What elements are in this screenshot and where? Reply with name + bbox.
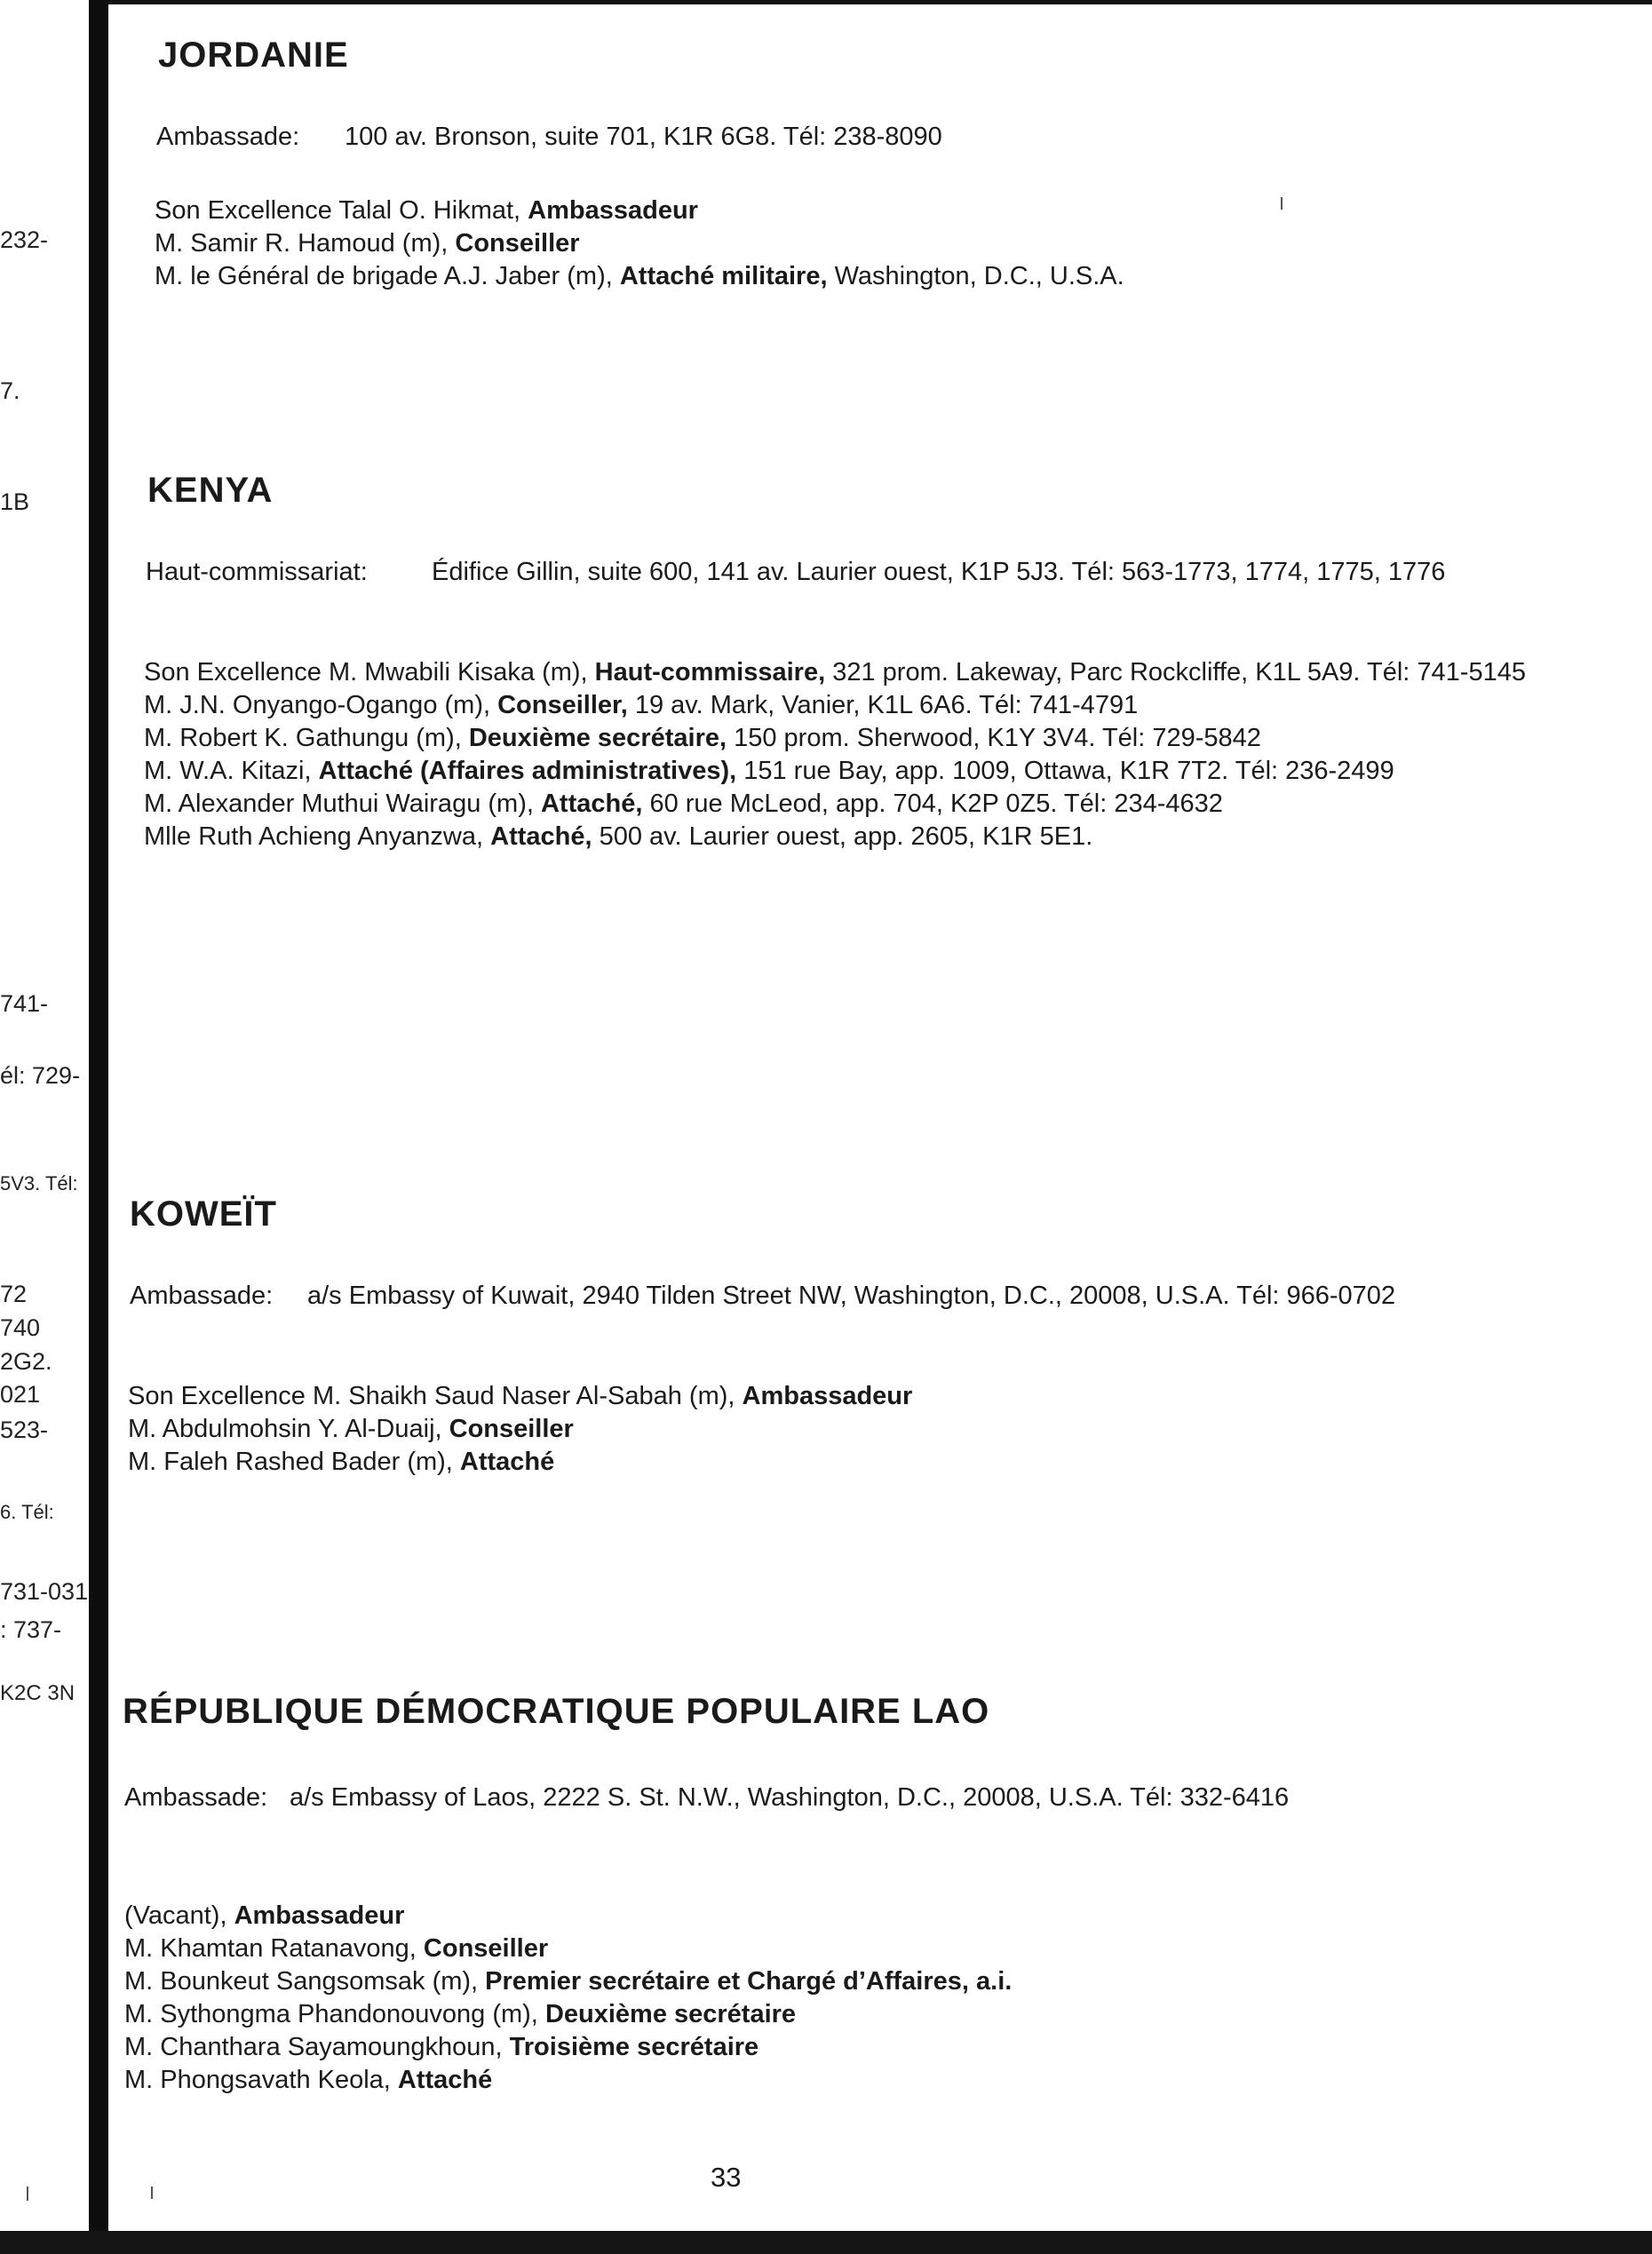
staff-name: M. Faleh Rashed Bader (m), xyxy=(128,1448,460,1476)
left-page-fragment: 72 xyxy=(0,1281,28,1307)
staff-title: Haut-commissaire, xyxy=(594,658,826,687)
left-page-fragment: 7. xyxy=(0,377,20,404)
address-text: Édifice Gillin, suite 600, 141 av. Laurier ouest, K1P 5J3. Tél: 563-1773, 1774, 1775, 1776 xyxy=(432,558,1446,586)
staff-details: 500 av. Laurier ouest, app. 2605, K1R 5E1. xyxy=(592,822,1093,851)
staff-details: 150 prom. Sherwood, K1Y 3V4. Tél: 729-5842 xyxy=(727,724,1261,752)
staff-name: M. Abdulmohsin Y. Al-Duaij, xyxy=(128,1415,449,1443)
staff-list xyxy=(144,657,1529,854)
binding-bar xyxy=(89,0,108,2254)
staff-entry xyxy=(128,1414,1513,1444)
staff-title: Conseiller xyxy=(423,1934,549,1963)
left-page-fragment: él: 729- xyxy=(0,1062,81,1089)
staff-name: M. Robert K. Gathungu (m), xyxy=(144,724,469,752)
staff-entry xyxy=(124,1901,1510,1931)
staff-title: Attaché (Affaires administratives), xyxy=(318,757,737,785)
bottom-border xyxy=(0,2231,1652,2254)
staff-title: Conseiller xyxy=(449,1415,574,1443)
page-number: 33 xyxy=(711,2162,742,2193)
staff-title: Ambassadeur xyxy=(742,1382,913,1410)
staff-name: Son Excellence Talal O. Hikmat, xyxy=(155,196,528,225)
staff-title: Premier secrétaire et Chargé d’Affaires, a.i. xyxy=(485,1967,1013,1996)
staff-title: Conseiller xyxy=(455,229,580,258)
staff-entry xyxy=(124,2065,1510,2095)
staff-entry xyxy=(144,657,1529,687)
staff-name: M. J.N. Onyango-Ogango (m), xyxy=(144,691,498,719)
address-label: Ambassade: xyxy=(156,123,300,151)
staff-details: 151 rue Bay, app. 1009, Ottawa, K1R 7T2. Tél: 236-2499 xyxy=(736,757,1394,785)
staff-details: 321 prom. Lakeway, Parc Rockcliffe, K1L 5A9. Tél: 741-5145 xyxy=(825,658,1526,687)
staff-name: M. le Général de brigade A.J. Jaber (m), xyxy=(155,262,620,290)
left-page-fragment: : 737- xyxy=(0,1616,62,1643)
left-page-fragment: 741- xyxy=(0,990,49,1017)
staff-list xyxy=(124,1901,1510,2098)
staff-name: M. Phongsavath Keola, xyxy=(124,2066,398,2094)
staff-list xyxy=(128,1381,1513,1480)
mission-address xyxy=(124,1279,1510,1350)
left-page-fragment: 6. Tél: xyxy=(0,1501,54,1523)
country-title: RÉPUBLIQUE DÉMOCRATIQUE POPULAIRE LAO xyxy=(123,1692,990,1731)
staff-title: Attaché xyxy=(459,1448,555,1476)
staff-title: Deuxième secrétaire, xyxy=(468,724,727,752)
staff-entry xyxy=(128,1381,1513,1411)
left-page-fragment: 740 xyxy=(0,1314,41,1341)
staff-name: M. Sythongma Phandonouvong (m), xyxy=(124,2000,545,2028)
edge-speck xyxy=(27,2187,28,2201)
left-page-fragment: 232- xyxy=(0,226,49,253)
address-label: Haut-commissariat: xyxy=(146,558,368,586)
left-page-fragment: 1B xyxy=(0,488,30,515)
staff-details: 60 rue McLeod, app. 704, K2P 0Z5. Tél: 234-4632 xyxy=(642,790,1223,818)
country-title: KENYA xyxy=(147,471,274,510)
staff-list xyxy=(155,195,1540,294)
address-text: 100 av. Bronson, suite 701, K1R 6G8. Tél: 238-8090 xyxy=(345,123,942,151)
page-top-border xyxy=(98,0,1652,4)
staff-name: M. Khamtan Ratanavong, xyxy=(124,1934,424,1963)
staff-details: Washington, D.C., U.S.A. xyxy=(827,262,1124,290)
staff-name: M. Chanthara Sayamoungkhoun, xyxy=(124,2033,510,2061)
staff-entry xyxy=(144,723,1529,753)
staff-title: Conseiller, xyxy=(497,691,628,719)
staff-name: M. Samir R. Hamoud (m), xyxy=(155,229,456,258)
staff-entry xyxy=(144,789,1529,819)
country-title: KOWEÏT xyxy=(130,1194,277,1234)
staff-entry xyxy=(144,690,1529,720)
mission-address xyxy=(124,1781,1510,1852)
staff-name: Mlle Ruth Achieng Anyanzwa, xyxy=(144,822,491,851)
staff-title: Troisième secrétaire xyxy=(509,2033,759,2061)
staff-title: Ambassadeur xyxy=(234,1901,405,1930)
staff-entry xyxy=(128,1447,1513,1477)
staff-title: Attaché xyxy=(397,2066,493,2094)
staff-entry xyxy=(155,195,1540,226)
staff-title: Attaché, xyxy=(490,822,592,851)
staff-entry xyxy=(155,261,1540,291)
staff-name: Son Excellence M. Shaikh Saud Naser Al-Sabah (m), xyxy=(128,1382,743,1410)
left-page-fragment: 5V3. Tél: xyxy=(0,1172,78,1194)
staff-details: 19 av. Mark, Vanier, K1L 6A6. Tél: 741-4791 xyxy=(627,691,1139,719)
staff-entry xyxy=(144,756,1529,786)
address-label: Ambassade: xyxy=(124,1783,268,1812)
staff-title: Deuxième secrétaire xyxy=(544,2000,797,2028)
edge-speck xyxy=(151,2187,153,2199)
staff-title: Attaché militaire, xyxy=(619,262,828,290)
left-page-fragment: 2G2. xyxy=(0,1348,52,1375)
staff-title: Ambassadeur xyxy=(528,196,698,225)
staff-entry xyxy=(124,2032,1510,2062)
staff-entry xyxy=(124,1933,1510,1964)
staff-name: M. W.A. Kitazi, xyxy=(144,757,319,785)
staff-name: Son Excellence M. Mwabili Kisaka (m), xyxy=(144,658,595,687)
address-label: Ambassade: xyxy=(130,1282,274,1310)
staff-entry xyxy=(124,1999,1510,2029)
address-text: a/s Embassy of Laos, 2222 S. St. N.W., Washington, D.C., 20008, U.S.A. Tél: 332-6416 xyxy=(290,1783,1290,1812)
mission-address xyxy=(124,120,1510,173)
staff-name: M. Alexander Muthui Wairagu (m), xyxy=(144,790,541,818)
country-title: JORDANIE xyxy=(158,36,349,75)
left-page-fragment: 523- xyxy=(0,1417,49,1443)
staff-entry xyxy=(155,228,1540,258)
staff-entry xyxy=(144,821,1529,852)
staff-title: Attaché, xyxy=(540,790,643,818)
address-text: a/s Embassy of Kuwait, 2940 Tilden Street NW, Washington, D.C., 20008, U.S.A. Tél: 966-0702 xyxy=(307,1282,1396,1310)
left-page-fragment: 021 xyxy=(0,1381,41,1408)
left-page-fragment: K2C 3N xyxy=(0,1681,75,1705)
staff-name: (Vacant), xyxy=(124,1901,234,1930)
staff-entry xyxy=(124,1966,1510,1996)
mission-address xyxy=(124,555,1510,626)
staff-name: M. Bounkeut Sangsomsak (m), xyxy=(124,1967,486,1996)
left-page-fragment: 731-031 xyxy=(0,1578,89,1605)
